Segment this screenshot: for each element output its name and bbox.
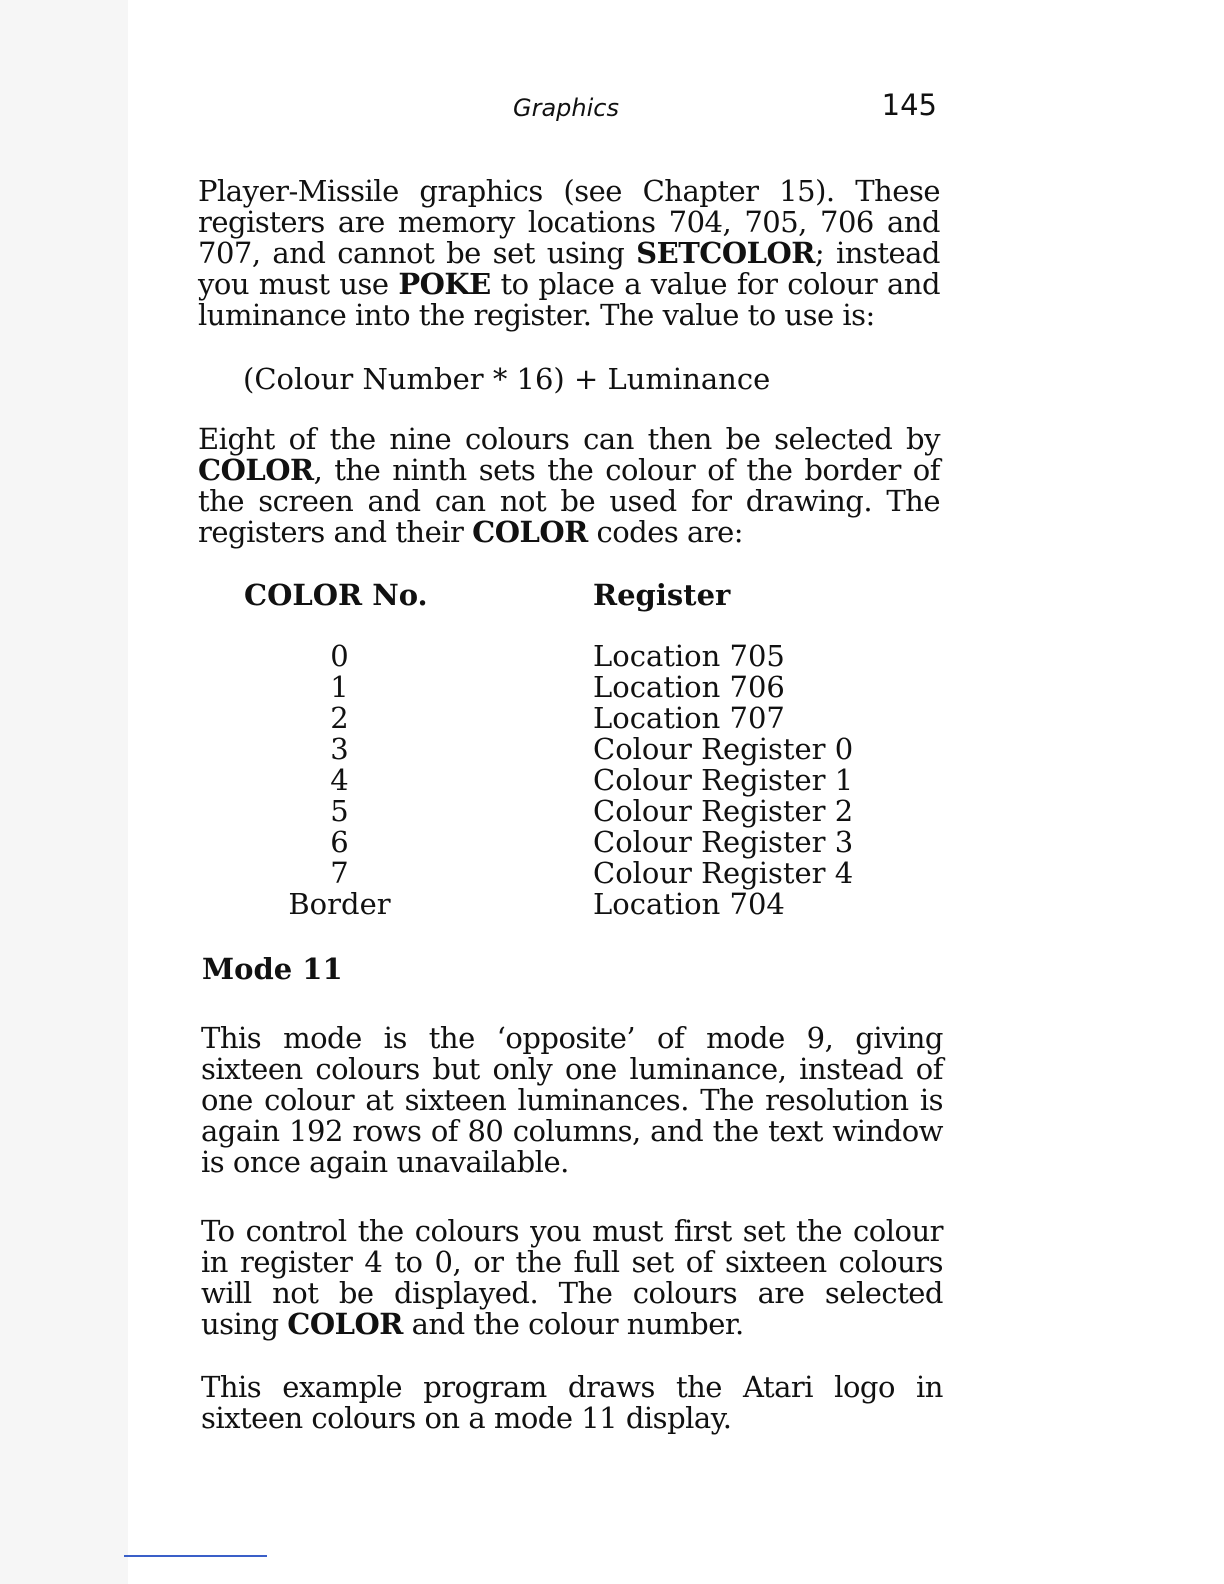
register-name: Colour Register 2: [593, 794, 854, 828]
color-register-table: [198, 641, 898, 920]
formula: (Colour Number * 16) + Luminance: [243, 362, 771, 396]
register-name: Colour Register 0: [593, 732, 854, 766]
color-number: Border: [288, 887, 391, 921]
keyword-setcolor: SETCOLOR: [636, 236, 815, 270]
section-heading: Mode 11: [202, 952, 343, 986]
paragraph-example-program: This example program draws the Atari logo in sixteen colours on a mode 11 display.: [201, 1370, 943, 1435]
color-number: 3: [330, 732, 349, 766]
register-name: Location 704: [593, 887, 785, 921]
color-number: 5: [330, 794, 349, 828]
paragraph-player-missile: Player-Missile graphics (see Chapter 15). These registers are memory locations 704, 705, 706 and 707, and cannot be set using SETCOLOR; instead you must use POKE to place a value for colour and luminance into the register. The value to use is:: [198, 174, 941, 332]
scan-margin: [0, 0, 128, 1584]
keyword-color: COLOR: [287, 1307, 403, 1341]
keyword-poke: POKE: [398, 267, 491, 301]
color-number: 2: [330, 701, 349, 735]
table-row: [198, 858, 898, 889]
color-number: 0: [330, 639, 349, 673]
running-header: Graphics: [513, 94, 619, 122]
paragraph-control-colours: To control the colours you must first set the colour in register 4 to 0, or the full set of sixteen colours will not be displayed. The colours are selected using COLOR and the colour number.: [201, 1214, 943, 1341]
table-row: [198, 641, 898, 672]
color-number: 7: [330, 856, 349, 890]
column-header-register: Register: [593, 578, 731, 612]
table-row: [198, 765, 898, 796]
page-number: 145: [881, 88, 937, 122]
table-row: [198, 734, 898, 765]
color-number: 1: [330, 670, 349, 704]
table-row: [198, 889, 898, 920]
table-row: [198, 703, 898, 734]
register-name: Location 706: [593, 670, 785, 704]
keyword-color: COLOR: [472, 515, 588, 549]
paragraph-mode11-description: This mode is the ‘opposite’ of mode 9, giving sixteen colours but only one luminance, instead of one colour at sixteen luminances. The resolution is again 192 rows of 80 columns, and the text window is once again unavailable.: [201, 1021, 943, 1179]
register-name: Location 707: [593, 701, 785, 735]
register-name: Colour Register 4: [593, 856, 854, 890]
register-name: Colour Register 1: [593, 763, 854, 797]
table-row: [198, 827, 898, 858]
footer-rule: [124, 1555, 267, 1557]
table-row: [198, 796, 898, 827]
paragraph-color-selection: Eight of the nine colours can then be selected by COLOR, the ninth sets the colour of the border of the screen and can not be used for drawing. The registers and their COLOR codes are:: [198, 422, 940, 549]
keyword-color: COLOR: [198, 453, 314, 487]
color-number: 6: [330, 825, 349, 859]
register-name: Colour Register 3: [593, 825, 854, 859]
color-number: 4: [330, 763, 349, 797]
column-header-color-no: COLOR No.: [244, 578, 428, 612]
table-row: [198, 672, 898, 703]
register-name: Location 705: [593, 639, 785, 673]
